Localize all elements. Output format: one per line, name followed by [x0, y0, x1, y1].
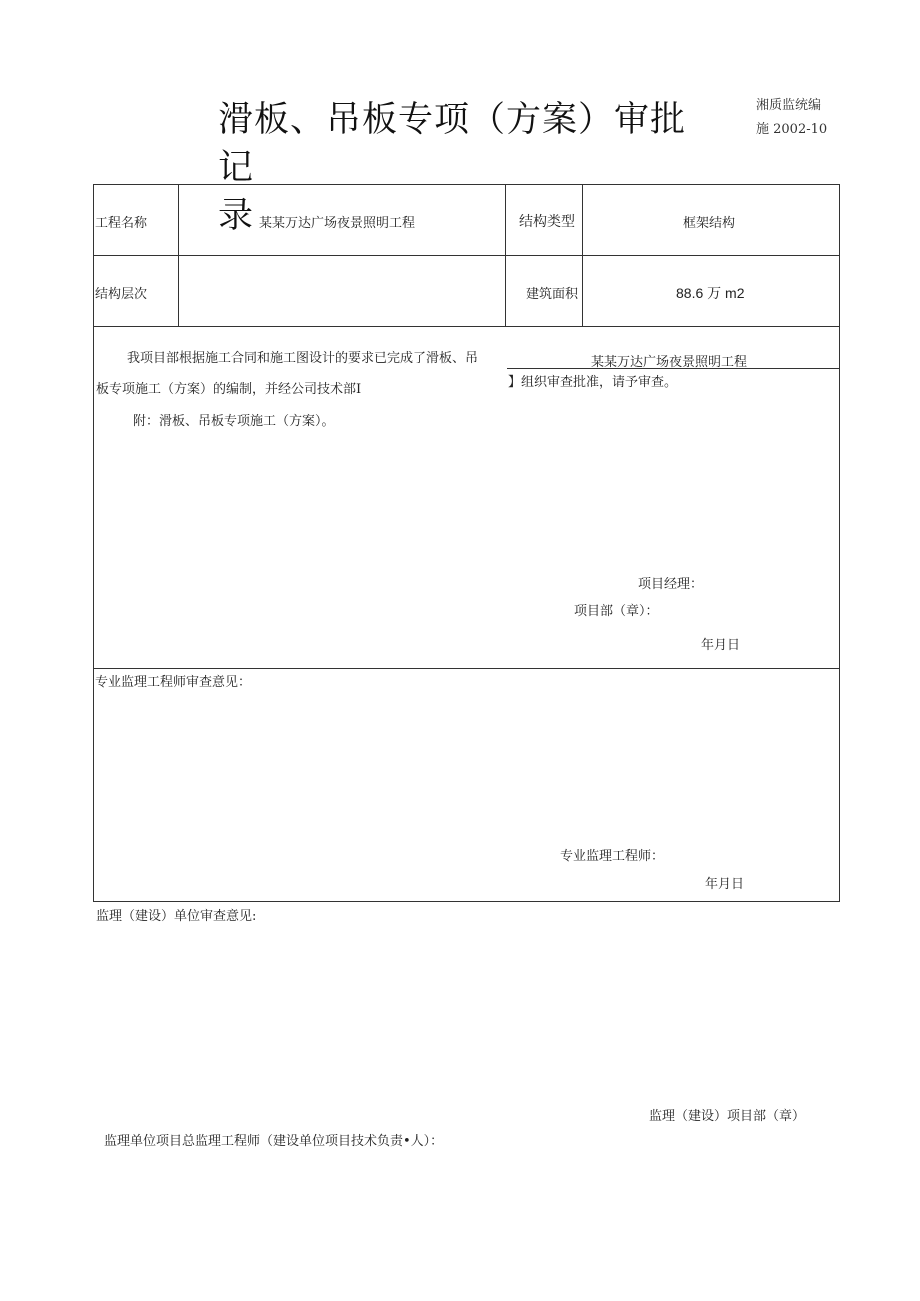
title-line-2: 录 — [218, 196, 255, 236]
column-divider — [582, 185, 583, 326]
structure-type-value: 框架结构 — [683, 216, 736, 231]
row-divider — [94, 326, 839, 327]
application-project-name: 某某万达广场夜景照明工程 — [591, 355, 748, 370]
project-name-value: 某某万达广场夜景照明工程 — [259, 216, 416, 231]
column-divider — [505, 185, 506, 326]
building-area-label: 建筑面积 — [526, 287, 579, 302]
row-divider — [94, 255, 839, 256]
unit-dept-seal-label: 监理（建设）项目部（章） — [649, 1109, 806, 1124]
application-request-text: 】组织审查批准，请予审查。 — [508, 375, 678, 390]
form-code-line-1: 湘质监统编 — [756, 98, 822, 113]
building-area-value: 88.6 万 m2 — [676, 285, 745, 301]
project-name-label: 工程名称 — [95, 216, 148, 231]
engineer-review-heading: 专业监理工程师审查意见： — [95, 675, 252, 690]
application-text-line-2: 板专项施工（方案）的编制，并经公司技术部Ⅰ — [96, 382, 362, 397]
application-text-line-1: 我项目部根据施工合同和施工图设计的要求已完成了滑板、吊 — [127, 351, 479, 366]
structure-floors-label: 结构层次 — [95, 287, 148, 302]
title-line-1: 滑板、吊板专项（方案）审批记 — [218, 100, 687, 188]
engineer-review-date: 年月日 — [705, 877, 745, 892]
row-divider — [94, 668, 839, 669]
attachment-note: 附：滑板、吊板专项施工（方案）。 — [133, 414, 335, 429]
project-dept-seal-label: 项目部（章）： — [574, 604, 659, 619]
structure-type-label: 结构类型 — [519, 214, 575, 230]
project-manager-label: 项目经理： — [638, 577, 704, 592]
column-divider — [178, 185, 179, 326]
engineer-signature-label: 专业监理工程师： — [560, 849, 665, 864]
form-code-line-2: 施 2002-10 — [756, 122, 828, 137]
unit-review-heading: 监理（建设）单位审查意见: — [96, 909, 257, 924]
chief-engineer-label: 监理单位项目总监理工程师（建设单位项目技术负责•人）： — [104, 1134, 444, 1149]
application-date: 年月日 — [701, 638, 741, 653]
